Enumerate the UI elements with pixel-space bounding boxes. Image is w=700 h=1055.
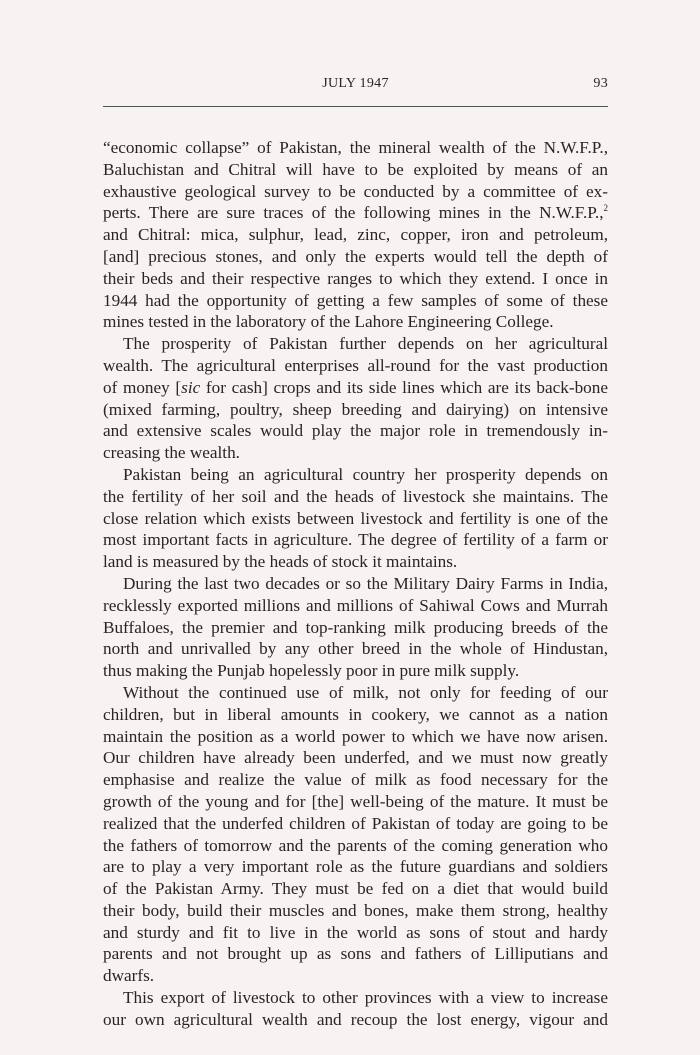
paragraph [103, 464, 608, 573]
text-run: emphasise and realize the value of milk as food necessary for the [103, 770, 608, 790]
text-run: perts. There are sure traces of the following mines in the N.W.F.P., [103, 203, 604, 223]
running-header [103, 76, 608, 98]
paragraph [103, 682, 608, 987]
text-line [103, 202, 608, 224]
text-line [103, 377, 608, 399]
text-run: mines tested in the laboratory of the Lahore Engineering College. [103, 312, 554, 332]
paragraph [103, 333, 608, 464]
text-line [103, 420, 608, 442]
text-run: land is measured by the heads of stock it maintains. [103, 552, 458, 572]
text-run: This export of livestock to other provinces with a view to increase [123, 988, 608, 1008]
text-run: realized that the underfed children of Pakistan of today are going to be [103, 813, 608, 833]
text-line [103, 704, 608, 726]
text-run: parents and not brought up as sons and fathers of Lilliputians and [103, 944, 608, 964]
text-line [103, 399, 608, 421]
text-run: north and unrivalled by any other breed in the whole of Hindustan, [103, 639, 608, 659]
text-line [103, 987, 608, 1009]
text-run: Buffaloes, the premier and top-ranking milk producing breeds of the [103, 617, 608, 637]
text-line [103, 137, 608, 159]
text-line [103, 878, 608, 900]
text-line [103, 813, 608, 835]
text-run: children, but in liberal amounts in cookery, we cannot as a nation [103, 704, 608, 724]
text-line [103, 355, 608, 377]
text-run: for cash] crops and its side lines which are its back-bone [200, 377, 608, 397]
text-line [103, 159, 608, 181]
text-run: our own agricultural wealth and recoup the lost energy, vigour and [103, 1009, 608, 1029]
text-line [103, 1009, 608, 1031]
text-line [103, 551, 608, 573]
text-line [103, 311, 608, 333]
text-run: the fertility of her soil and the heads of livestock she maintains. The [103, 486, 608, 506]
text-line [103, 965, 608, 987]
text-run: The prosperity of Pakistan further depends on her agricultural [123, 334, 608, 354]
text-run: their body, build their muscles and bones, make them strong, healthy [103, 900, 608, 920]
text-line [103, 638, 608, 660]
text-line [103, 617, 608, 639]
text-line [103, 660, 608, 682]
text-run: Pakistan being an agricultural country her prosperity depends on [123, 464, 608, 484]
text-line [103, 682, 608, 704]
text-line [103, 791, 608, 813]
text-run: most important facts in agriculture. The degree of fertility of a farm or [103, 530, 608, 550]
text-run: (mixed farming, poultry, sheep breeding and dairying) on intensive [103, 399, 608, 419]
text-line [103, 726, 608, 748]
text-run: close relation which exists between livestock and fertility is one of the [103, 508, 608, 528]
text-run: dwarfs. [103, 966, 155, 986]
text-line [103, 529, 608, 551]
text-run: and sturdy and fit to live in the world as sons of stout and hardy [103, 922, 608, 942]
text-run: the fathers of tomorrow and the parents of the coming generation who [103, 835, 608, 855]
text-line [103, 464, 608, 486]
text-run: of money [ [103, 377, 182, 397]
text-run: [and] precious stones, and only the experts would tell the depth of [103, 246, 608, 266]
text-run: Our children have already been underfed, and we must now greatly [103, 748, 608, 768]
text-line [103, 508, 608, 530]
text-run: creasing the wealth. [103, 443, 240, 463]
text-run: maintain the position as a world power to which we have now arisen. [103, 726, 608, 746]
italic-text: sic [181, 377, 201, 397]
header-title: JULY 1947 [322, 76, 389, 91]
text-run: their beds and their respective ranges to which they extend. I once in [103, 268, 608, 288]
text-line [103, 268, 608, 290]
text-line [103, 900, 608, 922]
footnote-marker: 2 [603, 203, 608, 214]
text-line [103, 333, 608, 355]
text-line [103, 224, 608, 246]
text-line [103, 595, 608, 617]
text-line [103, 246, 608, 268]
text-line [103, 943, 608, 965]
text-run: growth of the young and for [the] well-being of the mature. It must be [103, 791, 608, 811]
text-run: recklessly exported millions and millions of Sahiwal Cows and Murrah [103, 595, 608, 615]
text-run: 1944 had the opportunity of getting a few samples of some of these [103, 290, 608, 310]
text-run: Without the continued use of milk, not only for feeding of our [123, 682, 608, 702]
text-run: are to play a very important role as the future guardians and soldiers [103, 857, 608, 877]
page-number: 93 [593, 76, 608, 91]
body-text [103, 137, 608, 1031]
text-line [103, 835, 608, 857]
text-run: thus making the Punjab hopelessly poor in pure milk supply. [103, 661, 520, 681]
paragraph [103, 987, 608, 1031]
header-rule [103, 106, 608, 107]
text-run: “economic collapse” of Pakistan, the mineral wealth of the N.W.F.P., [103, 138, 608, 157]
text-run: and Chitral: mica, sulphur, lead, zinc, copper, iron and petroleum, [103, 225, 608, 245]
text-line [103, 486, 608, 508]
paragraph [103, 573, 608, 682]
text-run: of the Pakistan Army. They must be fed on a diet that would build [103, 879, 608, 899]
text-line [103, 181, 608, 203]
text-line [103, 442, 608, 464]
text-line [103, 769, 608, 791]
text-run: exhaustive geological survey to be conducted by a committee of ex- [103, 181, 608, 201]
text-line [103, 573, 608, 595]
text-line [103, 290, 608, 312]
text-line [103, 747, 608, 769]
text-run: wealth. The agricultural enterprises all-round for the vast production [103, 355, 608, 375]
text-run: Baluchistan and Chitral will have to be exploited by means of an [103, 159, 608, 179]
paragraph [103, 137, 608, 333]
text-line [103, 922, 608, 944]
text-run: and extensive scales would play the major role in tremendously in- [103, 421, 608, 441]
text-line [103, 856, 608, 878]
text-run: During the last two decades or so the Military Dairy Farms in India, [123, 573, 608, 593]
